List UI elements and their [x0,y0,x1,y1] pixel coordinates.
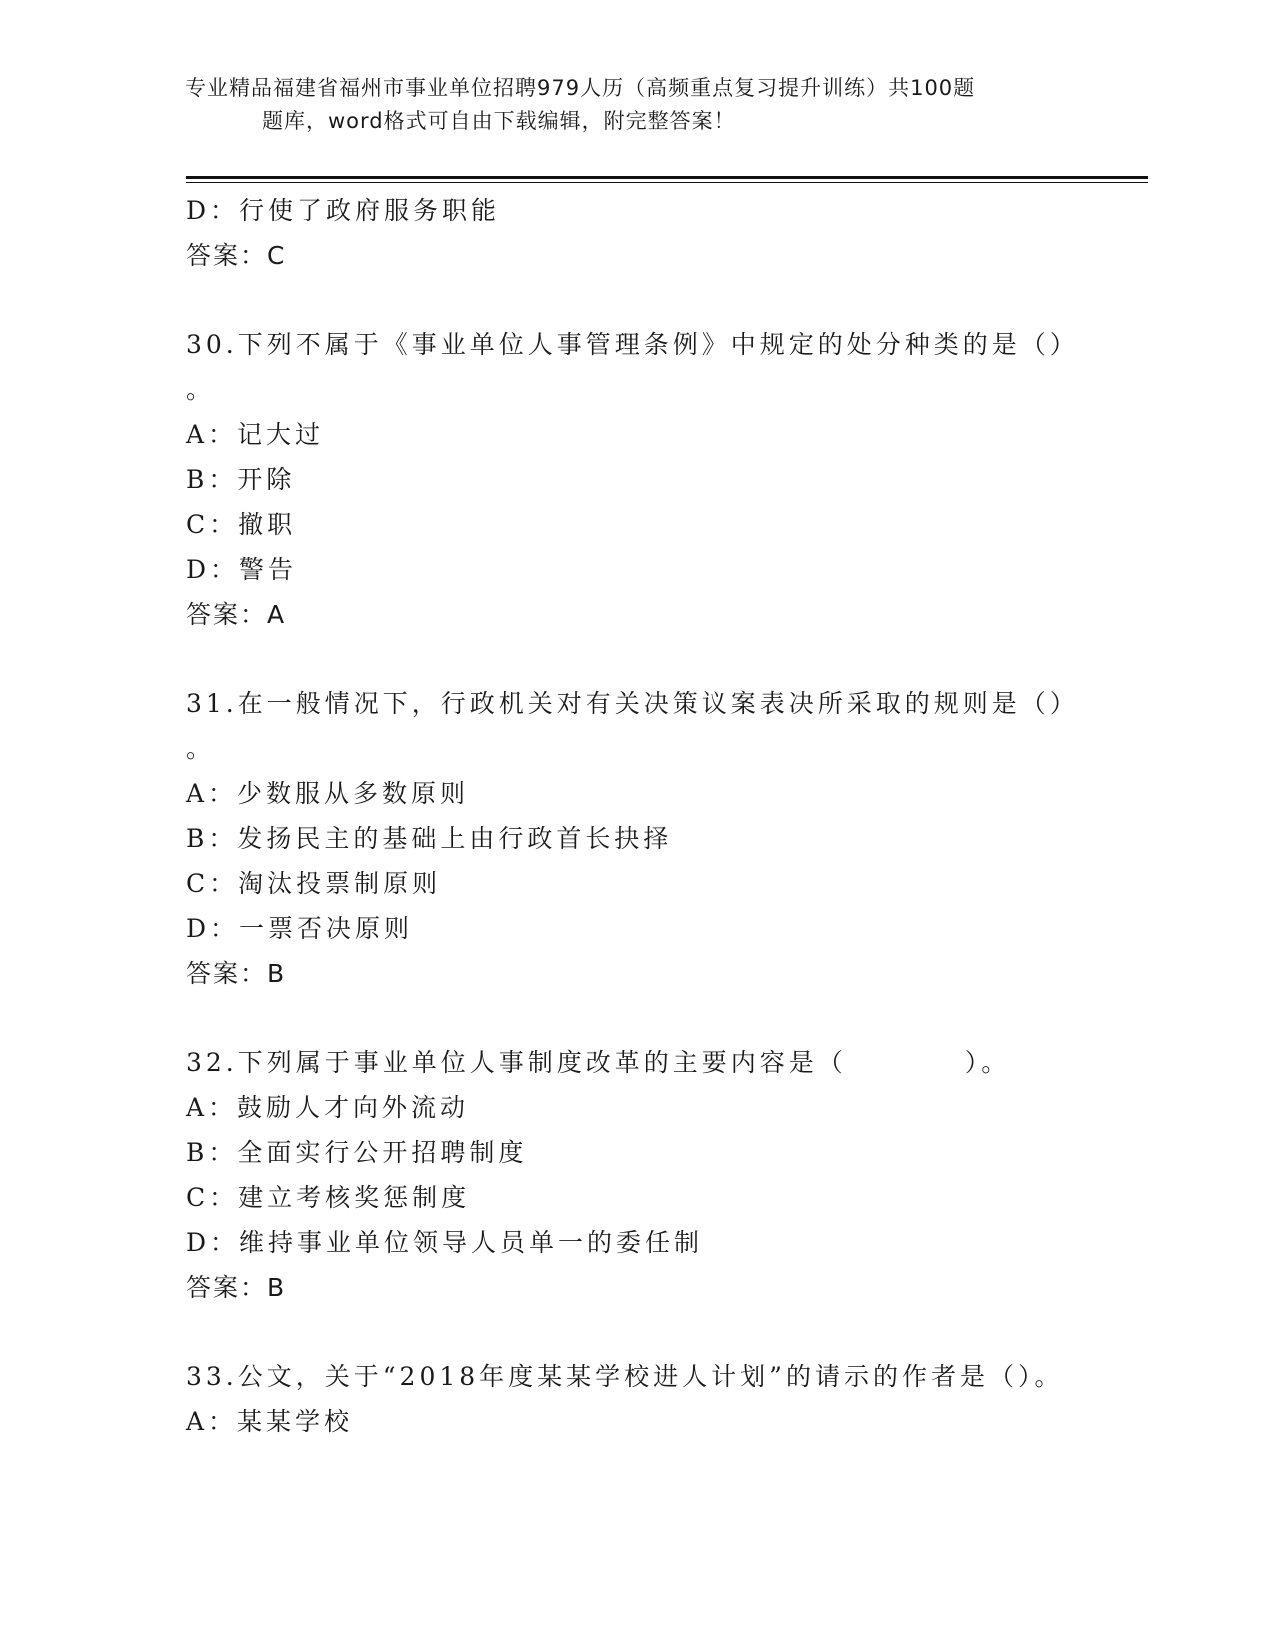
option-b: B：开除 [186,465,296,494]
option-a: A：某某学校 [186,1407,354,1436]
question-stem [186,1040,1086,1085]
header-title-line1: 专业精品福建省福州市事业单位招聘979人历（高频重点复习提升训练）共100题 [185,76,976,100]
answer: 答案：C [186,241,287,270]
answer: 答案：B [186,1273,287,1302]
question-stem-end: ）。 [964,1048,1011,1077]
question-33 [186,1354,1086,1444]
question-stem: 33.公文，关于“2018年度某某学校进人计划”的请示的作者是（）。 [186,1362,1064,1391]
question-stem-continuation: 。 [186,734,216,763]
question-stem-start: 32.下列属于事业单位人事制度改革的主要内容是（ [186,1048,847,1077]
question-stem: 30.下列不属于《事业单位人事管理条例》中规定的处分种类的是（） [186,330,1079,359]
option-c: C：淘汰投票制原则 [186,869,442,898]
header-rule [186,176,1148,179]
header-rule-thin [186,182,1148,183]
option-b: B：全面实行公开招聘制度 [186,1138,528,1167]
question-31 [186,681,1086,996]
question-list [186,188,1086,1444]
option-d: D：警告 [186,555,298,584]
option-c: C：建立考核奖惩制度 [186,1183,471,1212]
option-c: C：撤职 [186,510,297,539]
option-d: D：维持事业单位领导人员单一的委任制 [186,1228,704,1257]
question-stem-continuation: 。 [186,375,216,404]
option-d: D：行使了政府服务职能 [186,196,501,225]
option-a: A：记大过 [186,420,325,449]
question-32 [186,1040,1086,1310]
option-a: A：少数服从多数原则 [186,779,470,808]
option-d: D：一票否决原则 [186,914,414,943]
answer: 答案：B [186,959,287,988]
question-stem: 31.在一般情况下，行政机关对有关决策议案表决所采取的规则是（） [186,689,1079,718]
header-title-line2: 题库，word格式可自由下载编辑，附完整答案！ [262,109,736,133]
option-a: A：鼓励人才向外流动 [186,1093,470,1122]
question-30 [186,322,1086,637]
document-header [185,72,1085,138]
answer: 答案：A [186,600,287,629]
option-b: B：发扬民主的基础上由行政首长抉择 [186,824,673,853]
